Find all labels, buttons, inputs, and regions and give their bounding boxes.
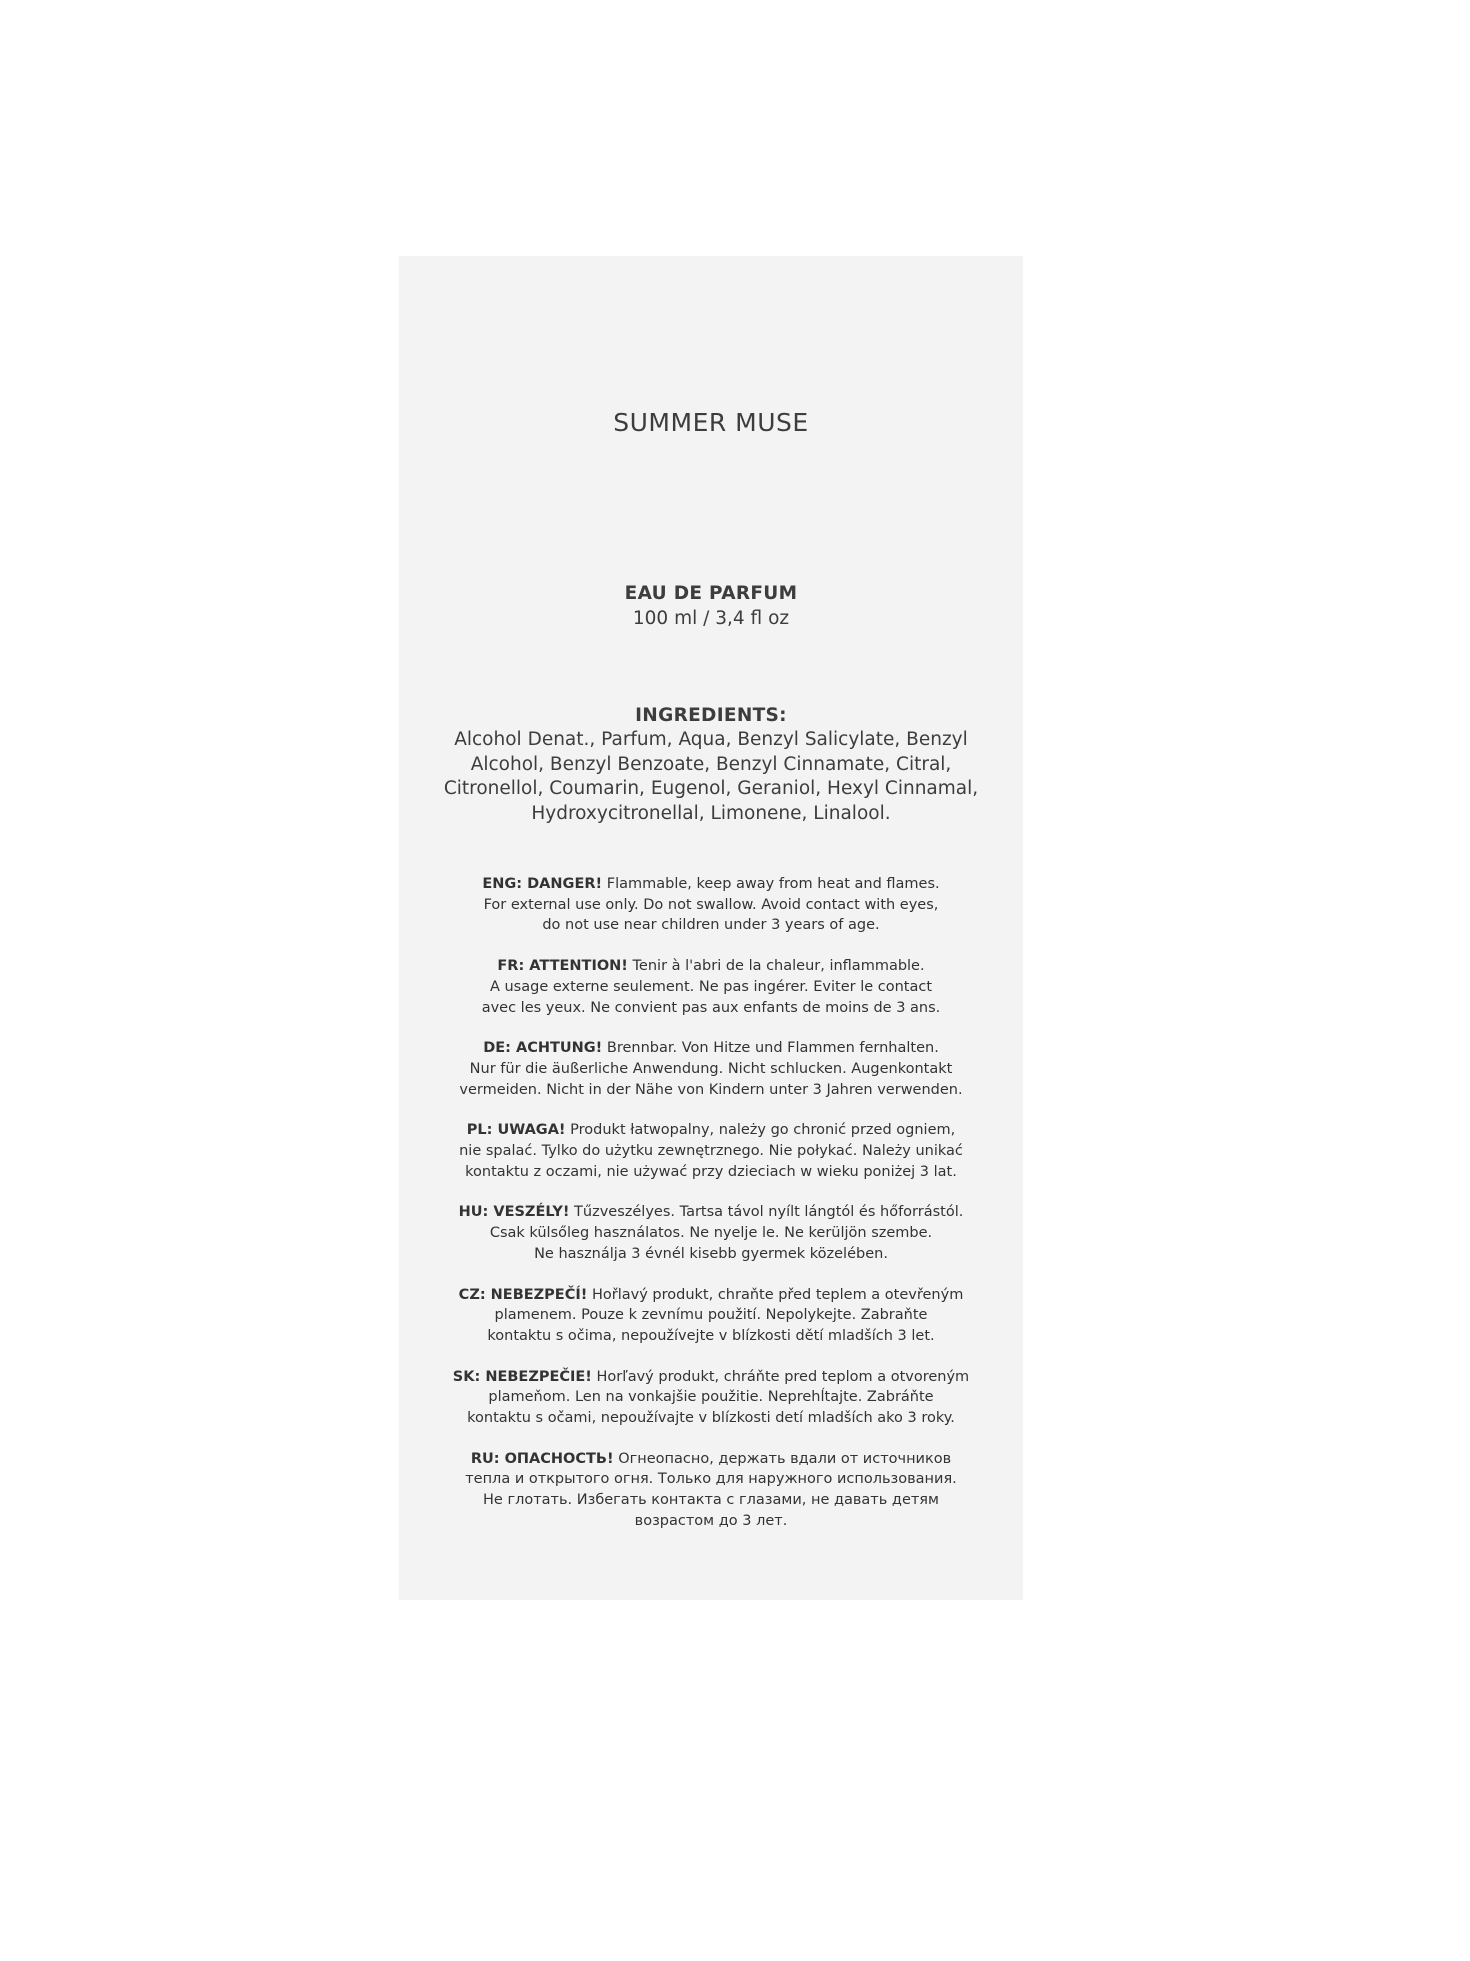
warning-label: ENG: DANGER! [482,876,603,892]
warning-pl [415,1120,1007,1182]
warning-line: Tűzveszélyes. Tartsa távol nyílt lángtól és hőforrástól. [569,1204,964,1221]
warning-label: PL: UWAGA! [466,1122,566,1139]
warning-label: RU: ОПАСНОСТЬ! [470,1450,614,1467]
warning-line: Ne használja 3 évnél kisebb gyermek közelében. [534,1245,888,1262]
warning-line: Nur für die äußerliche Anwendung. Nicht schlucken. Augenkontakt [469,1060,953,1077]
warning-eng [415,874,1007,936]
warning-line: plamenem. Pouze k zevnímu použití. Nepolykejte. Zabraňte [494,1307,928,1324]
warning-de [415,1038,1007,1100]
warning-label: SK: NEBEZPEČIE! [452,1368,592,1385]
product-name: SUMMER MUSE [613,408,809,437]
warning-line: avec les yeux. Ne convient pas aux enfants de moins de 3 ans. [481,999,941,1016]
warning-line: Csak külsőleg használatos. Ne nyelje le. Ne kerüljön szembe. [489,1225,933,1242]
warning-line: тепла и открытого огня. Только для наружного использования. [465,1471,957,1488]
warning-line: Tenir à l'abri de la chaleur, inflammable. [627,958,925,975]
warning-label: HU: VESZÉLY! [458,1204,570,1221]
warning-line: plameňom. Len na vonkajšie použitie. Neprehĺtajte. Zabráňte [488,1389,934,1406]
warning-line: nie spalać. Tylko do użytku zewnętrznego. Nie połykać. Należy unikać [459,1143,963,1160]
warning-fr [415,956,1007,1018]
warning-line: Не глотать. Избегать контакта с глазами, не давать детям [483,1492,939,1509]
warning-line: Produkt łatwopalny, należy go chronić przed ogniem, [565,1122,956,1139]
ingredients-heading: INGREDIENTS: [635,705,787,726]
product-type: EAU DE PARFUM [624,583,798,604]
warning-label: CZ: NEBEZPEČÍ! [458,1286,588,1303]
warning-line: Hořlavý produkt, chraňte před teplem a otevřeným [587,1286,964,1303]
warning-line: kontaktu s očami, nepoužívajte v blízkosti detí mladších ako 3 roky. [467,1410,955,1427]
warning-label: FR: ATTENTION! [497,958,628,975]
warning-line: kontaktu z oczami, nie używać przy dzieciach w wieku poniżej 3 lat. [465,1163,957,1180]
warning-line: do not use near children under 3 years of age. [542,917,880,934]
warning-label: DE: ACHTUNG! [483,1040,603,1057]
packaging-panel [399,256,1023,1600]
warning-hu [415,1202,1007,1264]
warning-cz [415,1285,1007,1347]
warning-line: For external use only. Do not swallow. Avoid contact with eyes, [483,896,939,913]
warning-line: vermeiden. Nicht in der Nähe von Kindern unter 3 Jahren verwenden. [459,1081,963,1098]
warning-line: Огнеопасно, держать вдали от источников [613,1450,952,1467]
safety-warnings [415,874,1007,1552]
ingredients-text: Alcohol Denat., Parfum, Aqua, Benzyl Salicylate, Benzyl Alcohol, Benzyl Benzoate, Benzyl Cinnamate, Citral, Citronellol, Coumarin, Eugenol, Geraniol, Hexyl Cinnamal, Hydroxycitronellal, Limonene, Linalool. [443,729,979,825]
product-volume: 100 ml / 3,4 fl oz [632,608,790,629]
warning-line: Brennbar. Von Hitze und Flammen fernhalten. [602,1040,939,1057]
warning-sk [415,1367,1007,1429]
warning-line: A usage externe seulement. Ne pas ingérer. Eviter le contact [489,978,933,995]
warning-line: возрастом до 3 лет. [634,1512,788,1529]
warning-ru [415,1449,1007,1532]
warning-line: Flammable, keep away from heat and flames. [602,876,940,892]
warning-line: Horľavý produkt, chráňte pred teplom a otvoreným [591,1368,970,1385]
warning-line: kontaktu s očima, nepoužívejte v blízkosti dětí mladších 3 let. [487,1327,935,1344]
